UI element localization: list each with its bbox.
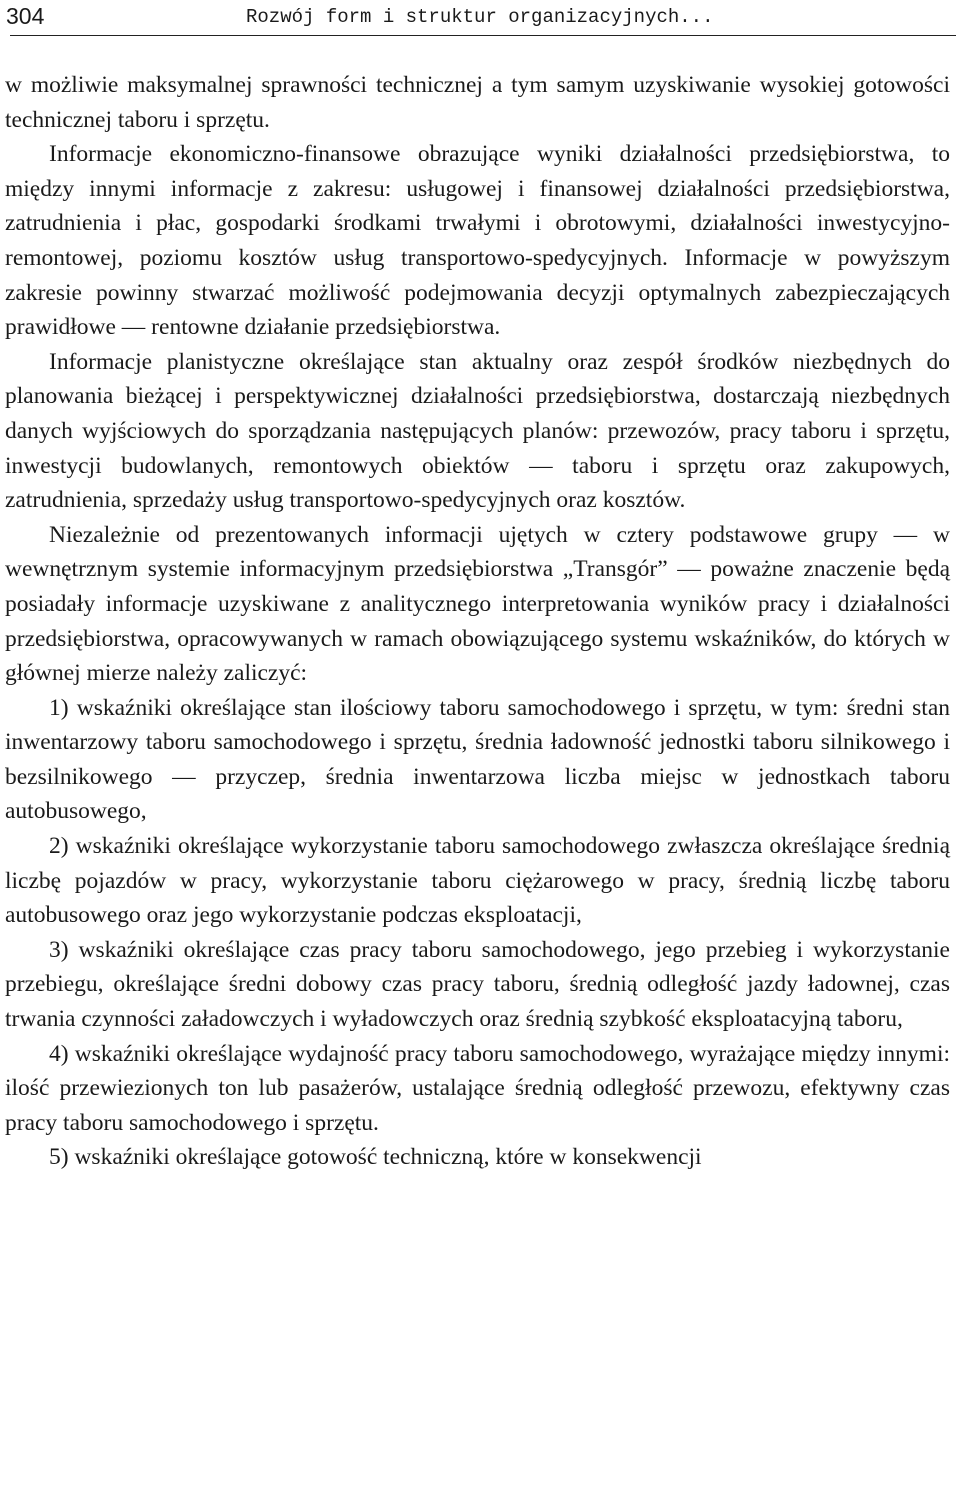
page-number: 304 [6, 3, 45, 29]
list-item-text: wskaźniki określające stan ilościowy taboru samochodowego i sprzętu, w tym: średni stan inwentarzowy taboru samochodowego i sprzętu, średnia ładowność jednostki taboru silnikowego i bezsilnikowego — przyczep, średnia inwentarzowa liczba miejsc w jednostkach taboru autobusowego, [5, 694, 950, 825]
list-item-number: 2) [49, 833, 69, 860]
list-item-number: 5) [49, 1144, 69, 1171]
list-item [5, 933, 950, 1037]
body-text [5, 68, 950, 1175]
list-item-number: 1) [49, 694, 69, 721]
paragraph-planning-information: Informacje planistyczne określające stan aktualny oraz zespół środków niezbędnych do planowania bieżącej i perspektywicznej działalności przedsiębiorstwa, dostarczają niezbędnych danych wyjściowych do sporządzania następujących planów: przewozów, pracy taboru i sprzętu, inwestycji budowlanych, remontowych obiektów — taboru i sprzętu oraz zakupowych, zatrudnienia, sprzedaży usług transportowo-spedycyjnych oraz kosztów. [5, 348, 950, 514]
list-item [5, 829, 950, 933]
list-item [5, 691, 950, 829]
paragraph-economic-information: Informacje ekonomiczno-finansowe obrazujące wyniki działalności przedsiębiorstwa, to między innymi informacje z zakresu: usługowej i finansowej działalności przedsiębiorstwa, zatrudnienia i płac, gospodarki środkami trwałymi i obrotowymi, działalności inwestycyjno-remontowej, poziomu kosztów usług transportowo-spedycyjnych. Informacje w powyższym zakresie powinny stwarzać możliwość podejmowania decyzji optymalnych zabezpieczających prawidłowe — rentowne działanie przedsiębiorstwa. [5, 141, 950, 341]
paragraph-continuation: w możliwie maksymalnej sprawności technicznej a tym samym uzyskiwanie wysokiej gotowości technicznej taboru i sprzętu. [5, 72, 950, 133]
list-item-text: wskaźniki określające czas pracy taboru samochodowego, jego przebieg i wykorzystanie przebiegu, określające średni dobowy czas pracy taboru, średnią odległość jazdy ładownej, czas trwania czynności załadowczych i wyładowczych oraz średnią szybkość eksploatacyjną taboru, [5, 936, 950, 1033]
list-item-text: wskaźniki określające wydajność pracy taboru samochodowego, wyrażające między innymi: ilość przewiezionych ton lub pasażerów, ustalające średnią odległość przewozu, efektywny czas pracy taboru samochodowego i sprzętu. [5, 1040, 950, 1136]
list-item-text: wskaźniki określające wykorzystanie taboru samochodowego zwłaszcza określające średnią liczbę pojazdów w pracy, wykorzystanie taboru ciężarowego w pracy, średnią liczbę taboru autobusowego oraz jego wykorzystanie podczas eksploatacji, [5, 833, 951, 929]
header-rule [10, 35, 956, 36]
list-item [5, 1037, 950, 1141]
list-item-text: wskaźniki określające gotowość techniczną, które w konsekwencji [74, 1144, 702, 1171]
list-item-number: 3) [49, 936, 69, 963]
running-header [0, 0, 960, 40]
running-title: Rozwój form i struktur organizacyjnych... [246, 6, 714, 28]
paragraph-indicators-intro: Niezależnie od prezentowanych informacji ujętych w cztery podstawowe grupy — w wewnętrznym systemie informacyjnym przedsiębiorstwa „Transgór” — poważne znaczenie będą posiadały informacje uzyskiwane z analitycznego interpretowania wyników pracy i działalności przedsiębiorstwa, opracowywanych w ramach obowiązującego systemu wskaźników, do których w głównej mierze należy zaliczyć: [5, 521, 950, 687]
list-item [5, 1140, 950, 1175]
list-item-number: 4) [49, 1040, 69, 1067]
